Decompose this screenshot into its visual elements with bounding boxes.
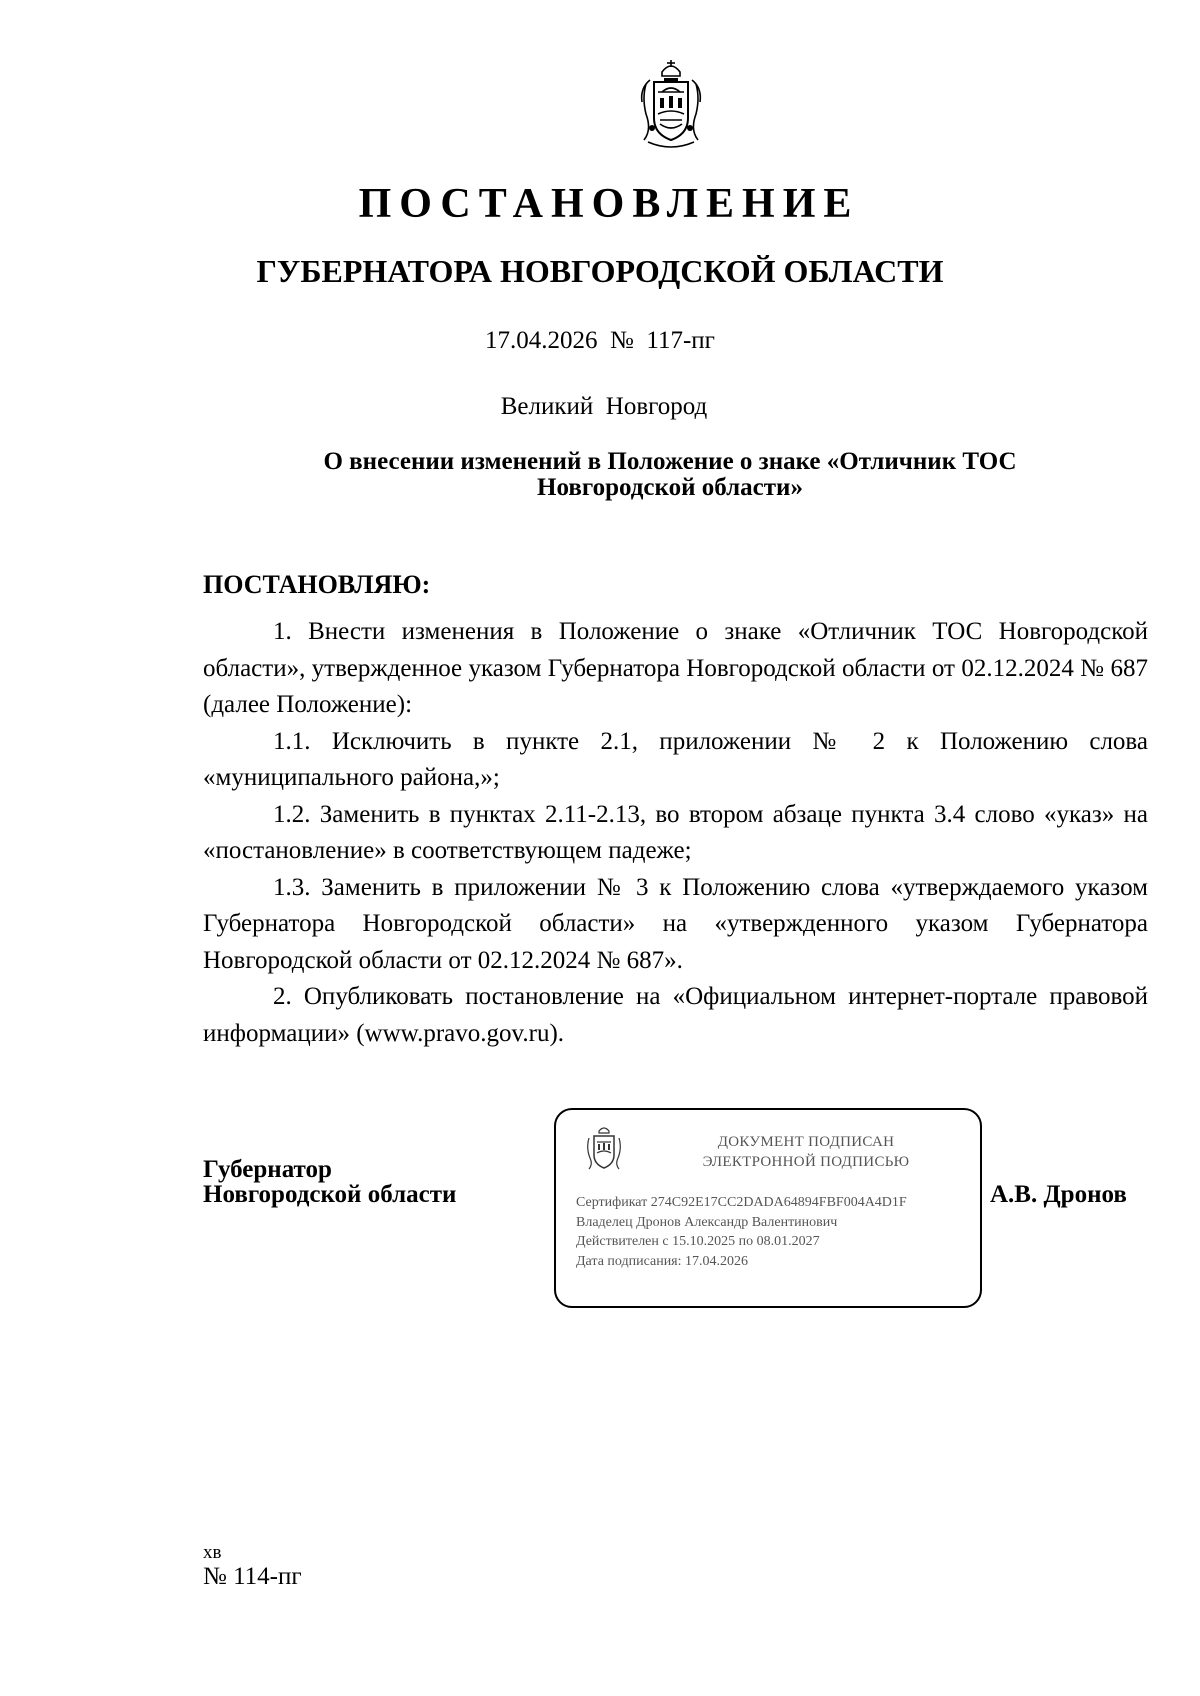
stamp-validity: Действителен с 15.10.2025 по 08.01.2027 <box>576 1234 820 1249</box>
document-title: ПОСТАНОВЛЕНИЕ <box>358 181 860 227</box>
number-sign: № <box>610 327 634 354</box>
signatory-position <box>203 1157 456 1207</box>
stamp-signed-date: Дата подписания: 17.04.2026 <box>576 1253 749 1269</box>
paragraph-1-1: 1.1. Исключить в пункте 2.1, приложении № 2 к Положению слова «муниципального района,»; <box>203 727 1148 791</box>
signatory-name: А.В. Дронов <box>990 1181 1127 1208</box>
stamp-details <box>576 1193 907 1271</box>
stamp-heading-line-1: ДОКУМЕНТ ПОДПИСАН <box>717 1134 895 1150</box>
paragraph-1: 1. Внести изменения в Положение о знаке «Отличник ТОС Новгородской области», утвержденное указом Губернатора Новгородской области от 02.12.2024 № 687 (далее Положение): <box>203 618 1148 718</box>
subject-line-1: О внесении изменений в Положение о знаке «Отличник ТОС <box>323 448 1017 475</box>
document-subject <box>270 449 1070 501</box>
internal-number: № 114-пг <box>203 1563 302 1590</box>
electronic-signature-stamp <box>554 1108 982 1308</box>
coat-of-arms-icon <box>634 58 708 152</box>
document-place: Великий Новгород <box>500 393 708 420</box>
stamp-emblem-icon <box>584 1124 624 1172</box>
position-line-2: Новгородской области <box>203 1181 457 1208</box>
document-issuer: ГУБЕРНАТОРА НОВГОРОДСКОЙ ОБЛАСТИ <box>256 253 944 289</box>
position-line-1: Губернатор <box>203 1156 332 1183</box>
date-number-line <box>0 326 1200 356</box>
paragraph-1-3: 1.3. Заменить в приложении № 3 к Положению слова «утверждаемого указом Губернатора Новгородской области» на «утвержденного указом Губернатора Новгородской области от 02.12.2024 № 687». <box>203 873 1148 974</box>
document-date: 17.04.2026 <box>485 327 598 354</box>
subject-line-2: Новгородской области» <box>537 474 803 501</box>
stamp-owner: Владелец Дронов Александр Валентинович <box>576 1214 838 1230</box>
stamp-certificate: Сертификат 274C92E17CC2DADA64894FBF004A4D1F <box>576 1195 907 1210</box>
resolve-heading: ПОСТАНОВЛЯЮ: <box>203 570 431 599</box>
document-number: 117-пг <box>646 327 715 354</box>
paragraph-1-2: 1.2. Заменить в пунктах 2.11-2.13, во втором абзаце пункта 3.4 слово «указ» на «постановление» в соответствующем падеже; <box>203 800 1148 864</box>
stamp-heading <box>646 1132 966 1172</box>
stamp-heading-line-2: ЭЛЕКТРОННОЙ ПОДПИСЬЮ <box>702 1154 910 1170</box>
paragraph-2: 2. Опубликовать постановление на «Официальном интернет-портале правовой информации» (www.pravo.gov.ru). <box>203 983 1148 1047</box>
document-body <box>203 614 1148 1052</box>
executor-initials: хв <box>203 1542 222 1563</box>
